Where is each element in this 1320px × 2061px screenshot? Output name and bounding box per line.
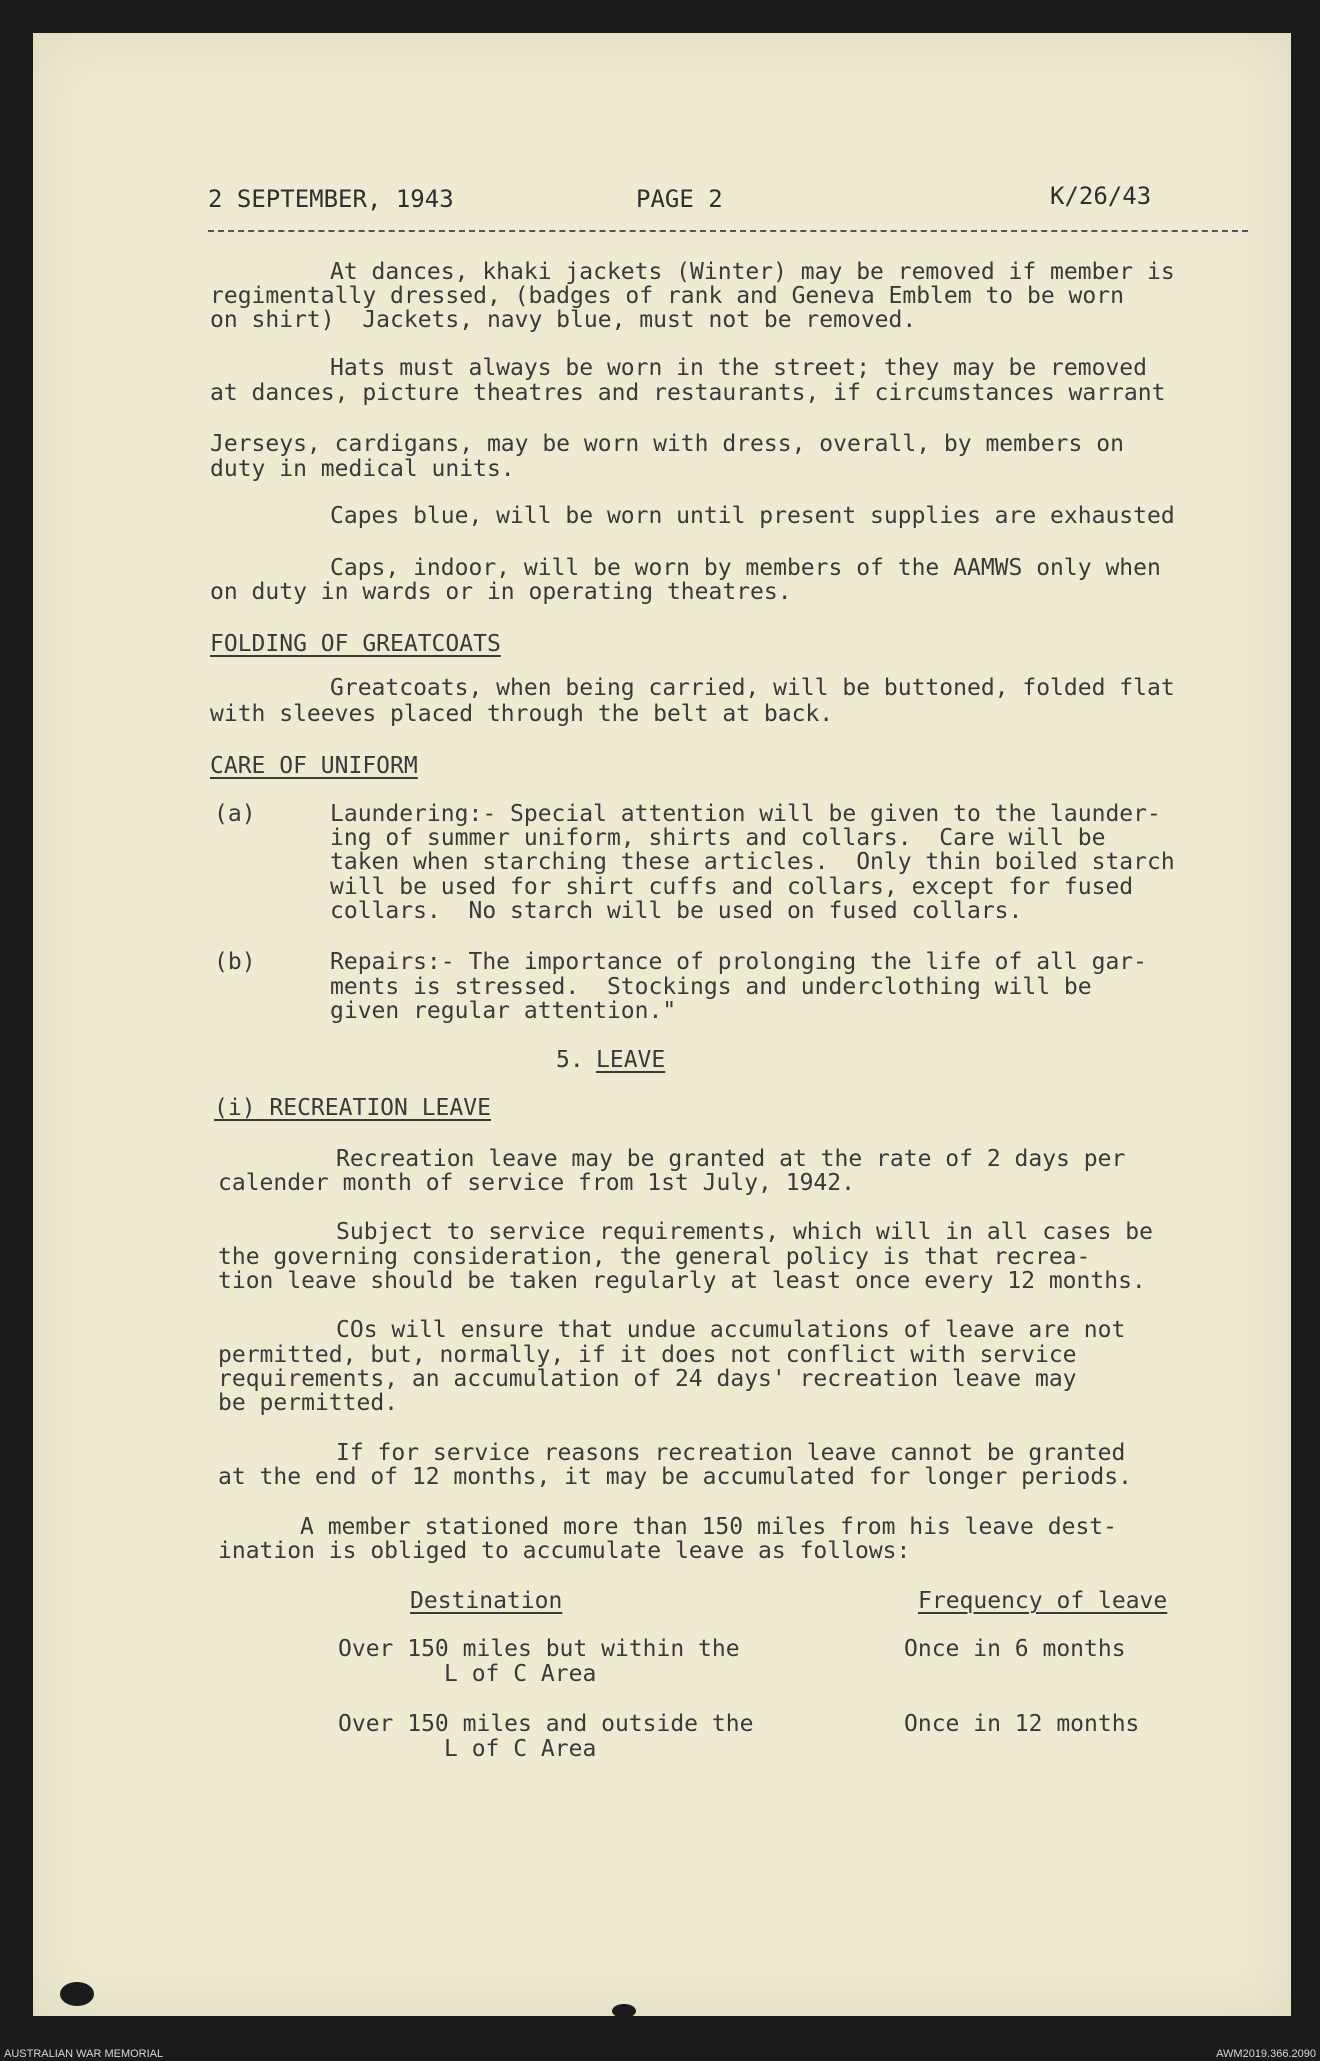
- paragraph-capes: Capes blue, will be worn until present supplies are exhausted: [330, 503, 1175, 529]
- footer-institution: AUSTRALIAN WAR MEMORIAL: [4, 2048, 164, 2060]
- item-b-line2: ments is stressed. Stockings and underclothing will be: [330, 974, 1092, 1000]
- item-a-line2: ing of summer uniform, shirts and collars. Care will be: [330, 825, 1106, 851]
- heading-care-of-uniform: CARE OF UNIFORM: [210, 753, 418, 779]
- paragraph-rate-line1: Recreation leave may be granted at the rate of 2 days per: [336, 1146, 1126, 1172]
- table-header-destination: Destination: [410, 1588, 563, 1614]
- item-a-line3: taken when starching these articles. Only thin boiled starch: [330, 849, 1175, 875]
- paragraph-cos-line3: requirements, an accumulation of 24 days' recreation leave may: [218, 1366, 1077, 1392]
- paragraph-caps-line2: on duty in wards or in operating theatres.: [210, 579, 792, 605]
- paragraph-jackets-line1: At dances, khaki jackets (Winter) may be removed if member is: [330, 259, 1175, 285]
- section-number: 5.: [556, 1047, 584, 1073]
- paragraph-cos-line2: permitted, but, normally, if it does not conflict with service: [218, 1342, 1077, 1368]
- table-row-1-destination-line1: Over 150 miles but within the: [338, 1636, 740, 1662]
- ink-blot-bottom-center: [612, 2004, 636, 2018]
- table-row-2-frequency: Once in 12 months: [904, 1711, 1140, 1737]
- item-a-line4: will be used for shirt cuffs and collars, except for fused: [330, 874, 1134, 900]
- table-row-2-destination-line1: Over 150 miles and outside the: [338, 1711, 754, 1737]
- paragraph-member-stationed-line2: ination is obliged to accumulate leave as follows:: [218, 1538, 911, 1564]
- paragraph-cos-line1: COs will ensure that undue accumulations of leave are not: [336, 1317, 1126, 1343]
- header-reference: K/26/43: [1050, 182, 1152, 210]
- ink-blot-bottom-left: [60, 1982, 94, 2006]
- header-rule: [208, 230, 1248, 232]
- paragraph-hats-line2: at dances, picture theatres and restaurants, if circumstances warrant: [210, 380, 1166, 406]
- paragraph-jackets-line2: regimentally dressed, (badges of rank and Geneva Emblem to be worn: [210, 283, 1124, 309]
- paragraph-jackets-line3: on shirt) Jackets, navy blue, must not be removed.: [210, 307, 917, 333]
- paragraph-service-reasons-line1: If for service reasons recreation leave cannot be granted: [336, 1440, 1126, 1466]
- paragraph-cos-line4: be permitted.: [218, 1390, 399, 1416]
- paragraph-jerseys-line2: duty in medical units.: [210, 456, 515, 482]
- table-row-1-destination-line2: L of C Area: [444, 1661, 597, 1687]
- paragraph-policy-line1: Subject to service requirements, which will in all cases be: [336, 1219, 1153, 1245]
- paragraph-greatcoats-line2: with sleeves placed through the belt at back.: [210, 701, 834, 727]
- heading-recreation-leave: (i) RECREATION LEAVE: [214, 1095, 491, 1121]
- item-a-line5: collars. No starch will be used on fused collars.: [330, 898, 1023, 924]
- item-b-label: (b): [214, 949, 256, 975]
- paragraph-hats-line1: Hats must always be worn in the street; they may be removed: [330, 355, 1147, 381]
- item-b-line1: Repairs:- The importance of prolonging the life of all gar-: [330, 949, 1147, 975]
- paragraph-policy-line3: tion leave should be taken regularly at least once every 12 months.: [218, 1268, 1146, 1294]
- section-title-leave: LEAVE: [596, 1047, 666, 1073]
- item-a-line1: Laundering:- Special attention will be given to the launder-: [330, 801, 1161, 827]
- header-page-number: PAGE 2: [636, 185, 723, 213]
- paragraph-service-reasons-line2: at the end of 12 months, it may be accumulated for longer periods.: [218, 1464, 1132, 1490]
- paragraph-policy-line2: the governing consideration, the general policy is that recrea-: [218, 1244, 1091, 1270]
- footer-accession-number: AWM2019.366.2090: [1216, 2048, 1316, 2060]
- paragraph-greatcoats-line1: Greatcoats, when being carried, will be buttoned, folded flat: [330, 675, 1175, 701]
- item-a-label: (a): [214, 801, 256, 827]
- paragraph-rate-line2: calender month of service from 1st July, 1942.: [218, 1170, 855, 1196]
- item-b-line3: given regular attention.": [330, 998, 677, 1024]
- paragraph-jerseys-line1: Jerseys, cardigans, may be worn with dress, overall, by members on: [210, 431, 1124, 457]
- header-date: 2 SEPTEMBER, 1943: [208, 185, 454, 213]
- paragraph-member-stationed-line1: A member stationed more than 150 miles from his leave dest-: [300, 1514, 1117, 1540]
- table-row-1-frequency: Once in 6 months: [904, 1636, 1126, 1662]
- heading-folding-of-greatcoats: FOLDING OF GREATCOATS: [210, 631, 501, 657]
- table-row-2-destination-line2: L of C Area: [444, 1736, 597, 1762]
- table-header-frequency: Frequency of leave: [918, 1588, 1168, 1614]
- paragraph-caps-line1: Caps, indoor, will be worn by members of the AAMWS only when: [330, 555, 1161, 581]
